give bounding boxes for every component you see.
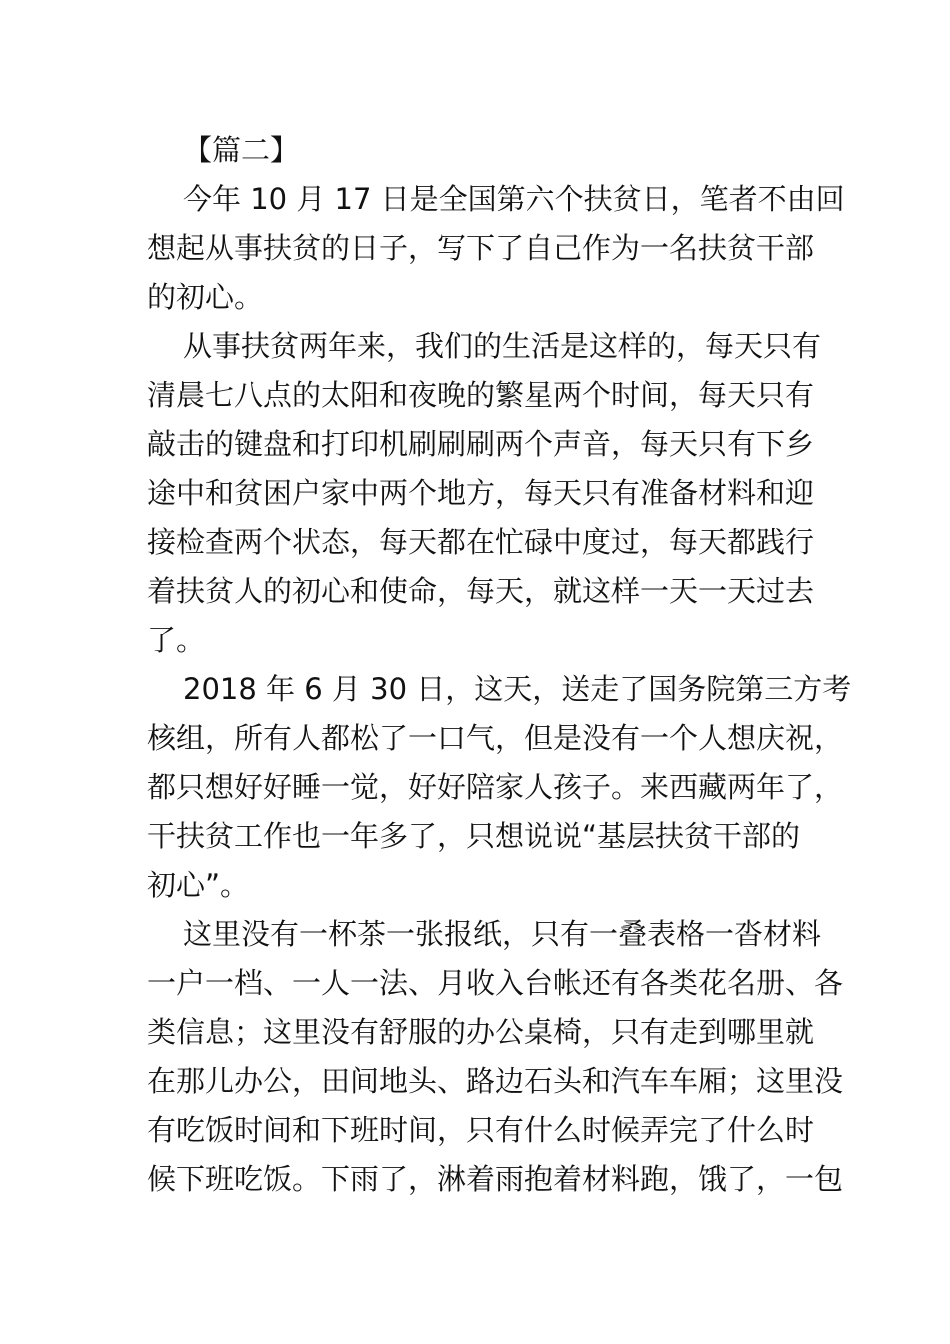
paragraph-line: 有吃饭时间和下班时间，只有什么时候弄完了什么时 bbox=[147, 1113, 815, 1147]
paragraph-line: 途中和贫困户家中两个地方，每天只有准备材料和迎 bbox=[147, 476, 815, 510]
paragraph-3 bbox=[147, 665, 852, 910]
paragraph-line: 这里没有一杯茶一张报纸，只有一叠表格一沓材料 bbox=[183, 917, 822, 951]
paragraph-line: 类信息；这里没有舒服的办公桌椅，只有走到哪里就 bbox=[147, 1015, 815, 1049]
paragraph-4 bbox=[147, 910, 844, 1204]
paragraph-line: 的初心。 bbox=[147, 280, 264, 314]
paragraph-line: 接检查两个状态，每天都在忙碌中度过，每天都践行 bbox=[147, 525, 815, 559]
paragraph-line: 想起从事扶贫的日子，写下了自己作为一名扶贫干部 bbox=[147, 231, 815, 265]
paragraph-line: 一户一档、一人一法、月收入台帐还有各类花名册、各 bbox=[147, 966, 844, 1000]
paragraph-line: 着扶贫人的初心和使命，每天，就这样一天一天过去 bbox=[147, 574, 815, 608]
paragraph-line: 候下班吃饭。下雨了，淋着雨抱着材料跑，饿了，一包 bbox=[147, 1162, 844, 1196]
paragraph-line: 核组，所有人都松了一口气，但是没有一个人想庆祝， bbox=[147, 721, 844, 755]
paragraph-line: 从事扶贫两年来，我们的生活是这样的，每天只有 bbox=[183, 329, 822, 363]
paragraph-line: 干扶贫工作也一年多了，只想说说“基层扶贫干部的 bbox=[147, 819, 801, 853]
paragraph-line: 都只想好好睡一觉，好好陪家人孩子。来西藏两年了， bbox=[147, 770, 844, 804]
paragraph-line: 清晨七八点的太阳和夜晚的繁星两个时间，每天只有 bbox=[147, 378, 815, 412]
paragraph-line: 初心”。 bbox=[147, 868, 250, 902]
paragraph-line: 在那儿办公，田间地头、路边石头和汽车车厢；这里没 bbox=[147, 1064, 844, 1098]
document-body bbox=[147, 126, 852, 1204]
paragraph-2 bbox=[147, 322, 822, 665]
section-heading: 【篇二】 bbox=[183, 133, 300, 167]
paragraph-line: 2018 年 6 月 30 日，这天，送走了国务院第三方考 bbox=[183, 672, 852, 706]
paragraph-line: 敲击的键盘和打印机刷刷刷两个声音，每天只有下乡 bbox=[147, 427, 815, 461]
paragraph-line: 了。 bbox=[147, 623, 206, 657]
paragraph-line: 今年 10 月 17 日是全国第六个扶贫日，笔者不由回 bbox=[183, 182, 845, 216]
paragraph-1 bbox=[147, 175, 845, 322]
